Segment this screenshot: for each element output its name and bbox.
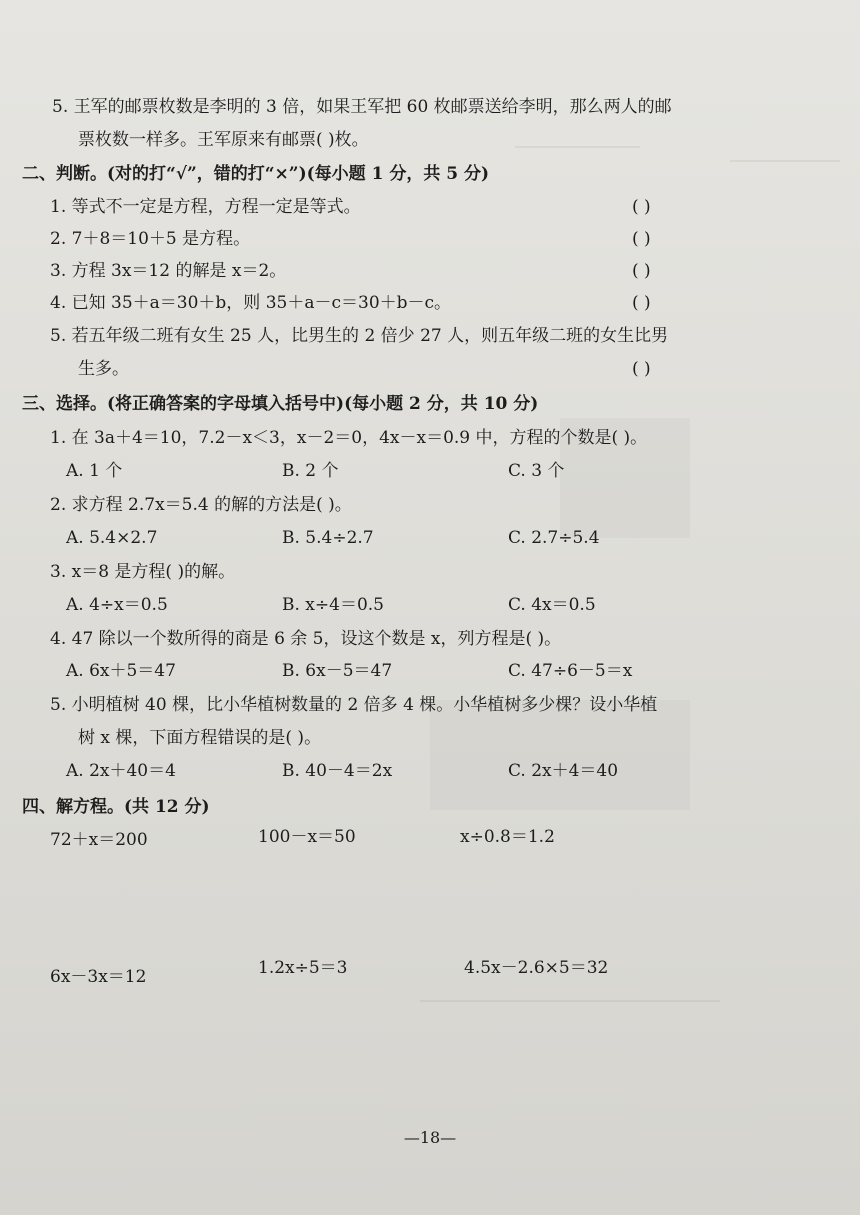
choice-2-option-a: A. 5.4×2.7 (66, 528, 158, 548)
judge-answer-box-3[interactable]: ( ) (632, 261, 651, 281)
section-judge-title: 二、判断。(对的打“√”，错的打“×”)(每小题 1 分，共 5 分) (22, 164, 490, 184)
equation-3: x÷0.8＝1.2 (460, 827, 555, 847)
choice-5-option-a: A. 2x＋40＝4 (66, 761, 176, 781)
equation-5: 1.2x÷5＝3 (258, 958, 348, 978)
choice-4-option-c: C. 47÷6－5＝x (508, 661, 633, 681)
judge-item-3: 3. 方程 3x＝12 的解是 x＝2。 (50, 261, 287, 281)
judge-item-5: 5. 若五年级二班有女生 25 人，比男生的 2 倍少 27 人，则五年级二班的女生比男 (50, 326, 669, 346)
choice-1-option-b: B. 2 个 (282, 461, 339, 481)
equation-6: 4.5x－2.6×5＝32 (464, 958, 609, 978)
bleed-through-mark (515, 146, 640, 148)
judge-answer-box-4[interactable]: ( ) (632, 293, 651, 313)
fill-in-question-5-line-2: 票枚数一样多。王军原来有邮票( )枚。 (78, 130, 369, 150)
judge-answer-box-1[interactable]: ( ) (632, 197, 651, 217)
judge-answer-box-2[interactable]: ( ) (632, 229, 651, 249)
judge-item-4: 4. 已知 35＋a＝30＋b，则 35＋a－c＝30＋b－c。 (50, 293, 452, 313)
choice-question-2: 2. 求方程 2.7x＝5.4 的解的方法是( )。 (50, 495, 352, 515)
section-choice-title: 三、选择。(将正确答案的字母填入括号中)(每小题 2 分，共 10 分) (22, 394, 539, 414)
choice-1-option-c: C. 3 个 (508, 461, 565, 481)
choice-question-5-line-2: 树 x 棵，下面方程错误的是( )。 (78, 728, 322, 748)
judge-item-2: 2. 7＋8＝10＋5 是方程。 (50, 229, 251, 249)
choice-question-4: 4. 47 除以一个数所得的商是 6 余 5，设这个数是 x，列方程是( )。 (50, 629, 562, 649)
equation-1: 72＋x＝200 (50, 830, 148, 850)
judge-item-5-line-2: 生多。 (78, 359, 129, 379)
choice-2-option-c: C. 2.7÷5.4 (508, 528, 600, 548)
equation-2: 100－x＝50 (258, 827, 356, 847)
choice-4-option-a: A. 6x＋5＝47 (66, 661, 176, 681)
choice-question-3: 3. x＝8 是方程( )的解。 (50, 562, 236, 582)
judge-answer-box-5[interactable]: ( ) (632, 359, 651, 379)
fill-in-question-5-line-1: 5. 王军的邮票枚数是李明的 3 倍，如果王军把 60 枚邮票送给李明，那么两人的邮 (52, 97, 672, 117)
choice-question-1: 1. 在 3a＋4＝10，7.2－x＜3，x－2＝0，4x－x＝0.9 中，方程的个数是( )。 (50, 428, 648, 448)
choice-3-option-b: B. x÷4＝0.5 (282, 595, 384, 615)
bleed-through-mark (430, 700, 690, 810)
choice-4-option-b: B. 6x－5＝47 (282, 661, 393, 681)
bleed-through-mark (730, 160, 840, 162)
choice-3-option-a: A. 4÷x＝0.5 (66, 595, 168, 615)
choice-3-option-c: C. 4x＝0.5 (508, 595, 596, 615)
bleed-through-mark (420, 1000, 720, 1002)
judge-item-1: 1. 等式不一定是方程，方程一定是等式。 (50, 197, 361, 217)
choice-5-option-b: B. 40－4＝2x (282, 761, 393, 781)
section-solve-title: 四、解方程。(共 12 分) (22, 797, 210, 817)
choice-5-option-c: C. 2x＋4＝40 (508, 761, 619, 781)
page-number: —18— (403, 1128, 457, 1147)
choice-2-option-b: B. 5.4÷2.7 (282, 528, 374, 548)
equation-4: 6x－3x＝12 (50, 967, 147, 987)
choice-question-5: 5. 小明植树 40 棵，比小华植树数量的 2 倍多 4 棵。小华植树多少棵？设小华植 (50, 695, 658, 715)
choice-1-option-a: A. 1 个 (66, 461, 123, 481)
